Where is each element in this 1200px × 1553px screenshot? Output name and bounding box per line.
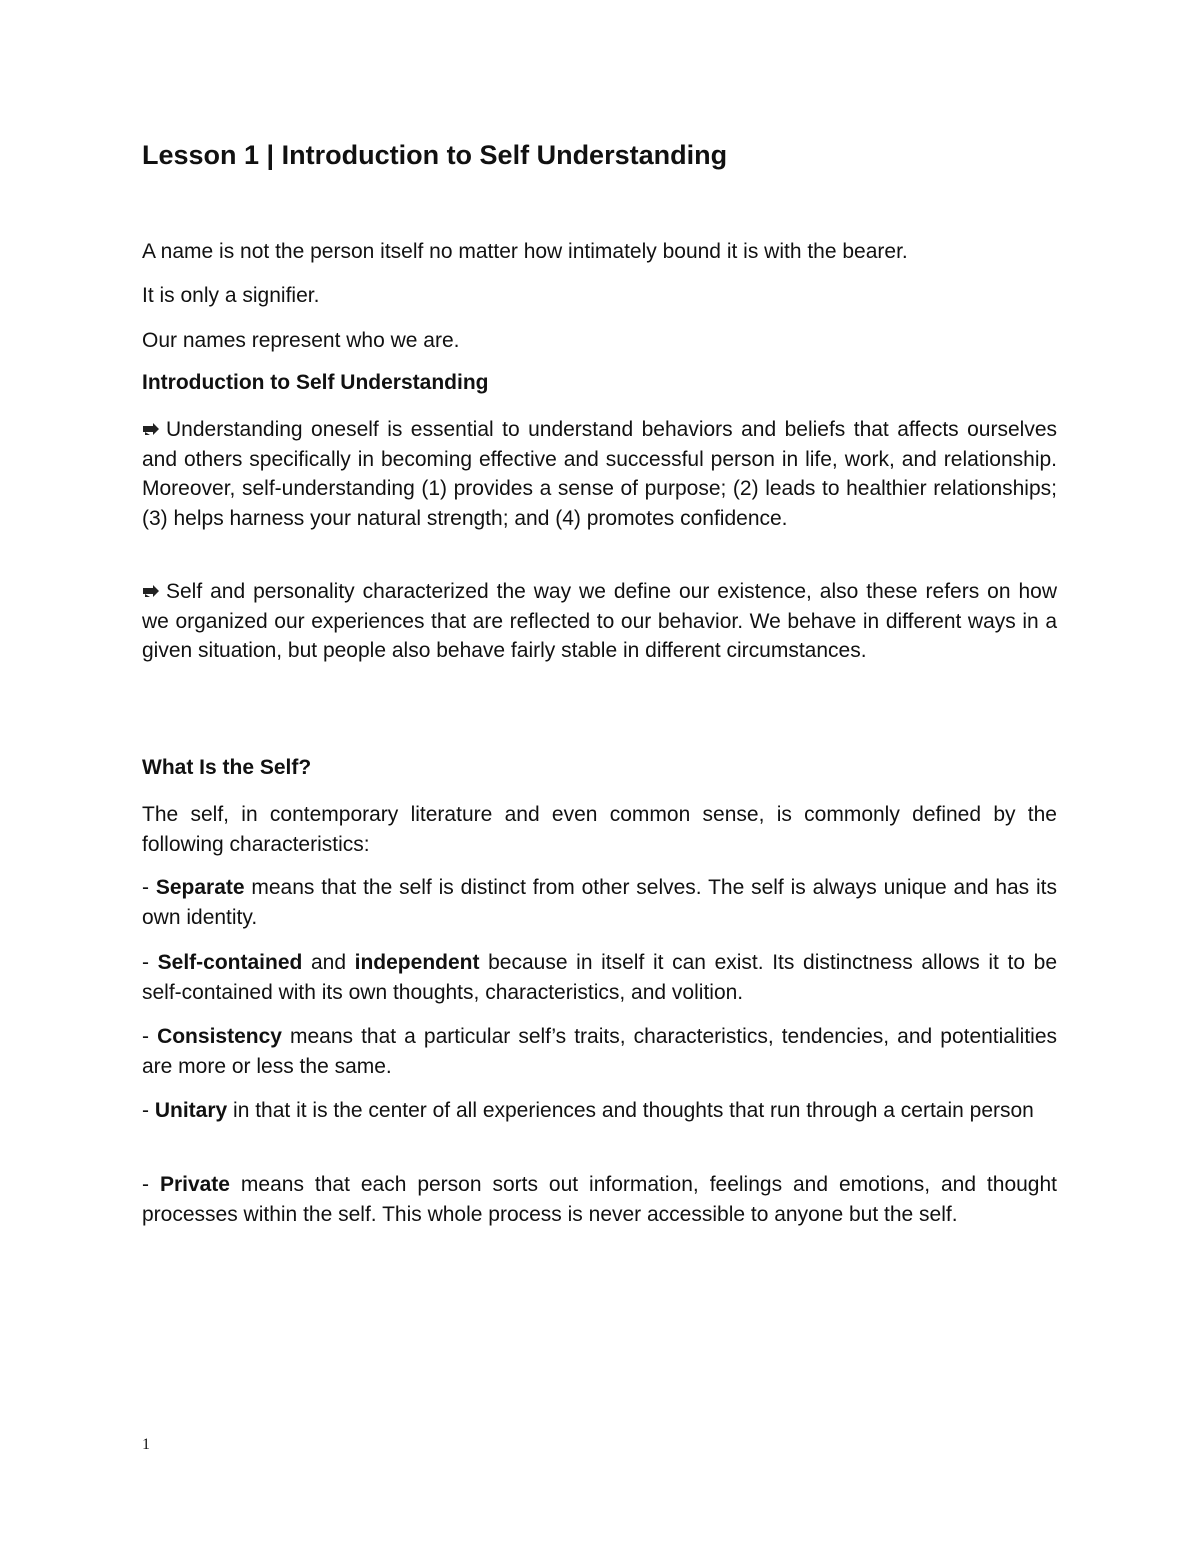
item-dash: - <box>142 876 156 899</box>
item-text: means that each person sorts out information, feelings and emotions, and thought processes within the self. This whole process is never accessible to anyone but the self. <box>142 1173 1057 1226</box>
item-dash: - <box>142 951 158 974</box>
section-heading-what-is-self: What Is the Self? <box>142 756 312 779</box>
arrow-bullet-icon <box>142 423 160 435</box>
term-consistency: Consistency <box>157 1025 282 1048</box>
item-text: means that the self is distinct from other selves. The self is always unique and has its own identity. <box>142 876 1058 929</box>
term-self-contained: Self-contained <box>157 951 303 974</box>
characteristic-item-self-contained <box>142 948 1057 1007</box>
intro-line-2: It is only a signifier. <box>142 284 320 307</box>
item-text: in that it is the center of all experiences and thoughts that run through a certain person <box>227 1099 1034 1122</box>
characteristic-item-unitary <box>142 1096 1057 1126</box>
bullet-paragraph-2 <box>142 577 1057 666</box>
characteristic-item-consistency <box>142 1022 1057 1081</box>
document-title: Lesson 1 | Introduction to Self Understanding <box>142 140 728 170</box>
intro-line-3: Our names represent who we are. <box>142 329 460 352</box>
bullet-paragraph-1 <box>142 415 1057 533</box>
item-dash: - <box>142 1099 155 1122</box>
term-separate: Separate <box>155 876 245 899</box>
page-number: 1 <box>142 1436 150 1453</box>
section-heading-introduction: Introduction to Self Understanding <box>142 371 489 394</box>
item-text: because in itself it can exist. Its distinctness allows it to be self-contained with its own thoughts, characteristics, and volition. <box>142 951 1058 1004</box>
item-dash: - <box>142 1173 160 1196</box>
bullet-text-1: Understanding oneself is essential to understand behaviors and beliefs that affects ourselves and others specifically in becoming effective and successful person in life, work, and relationship. Moreover, self-understanding (1) provides a sense of purpose; (2) leads to healthier relationships; (3) helps harness your natural strength; and (4) promotes confidence. <box>142 418 1057 530</box>
item-text: means that a particular self’s traits, characteristics, tendencies, and potentialities are more or less the same. <box>142 1025 1058 1078</box>
characteristic-item-private <box>142 1170 1057 1229</box>
term-private: Private <box>159 1173 230 1196</box>
term-independent: independent <box>354 951 480 974</box>
term-unitary: Unitary <box>154 1099 228 1122</box>
section2-lead: The self, in contemporary literature and even common sense, is commonly defined by the following characteristics: <box>142 803 1057 856</box>
intro-line-1: A name is not the person itself no matter how intimately bound it is with the bearer. <box>142 240 908 263</box>
item-dash: - <box>142 1025 158 1048</box>
bullet-text-2: Self and personality characterized the way we define our existence, also these refers on how we organized our experiences that are reflected to our behavior. We behave in different ways in a given situation, but people also behave fairly stable in different circumstances. <box>142 580 1057 663</box>
characteristic-item-separate <box>142 873 1057 932</box>
arrow-bullet-icon <box>142 585 160 597</box>
item-connector: and <box>302 951 355 974</box>
